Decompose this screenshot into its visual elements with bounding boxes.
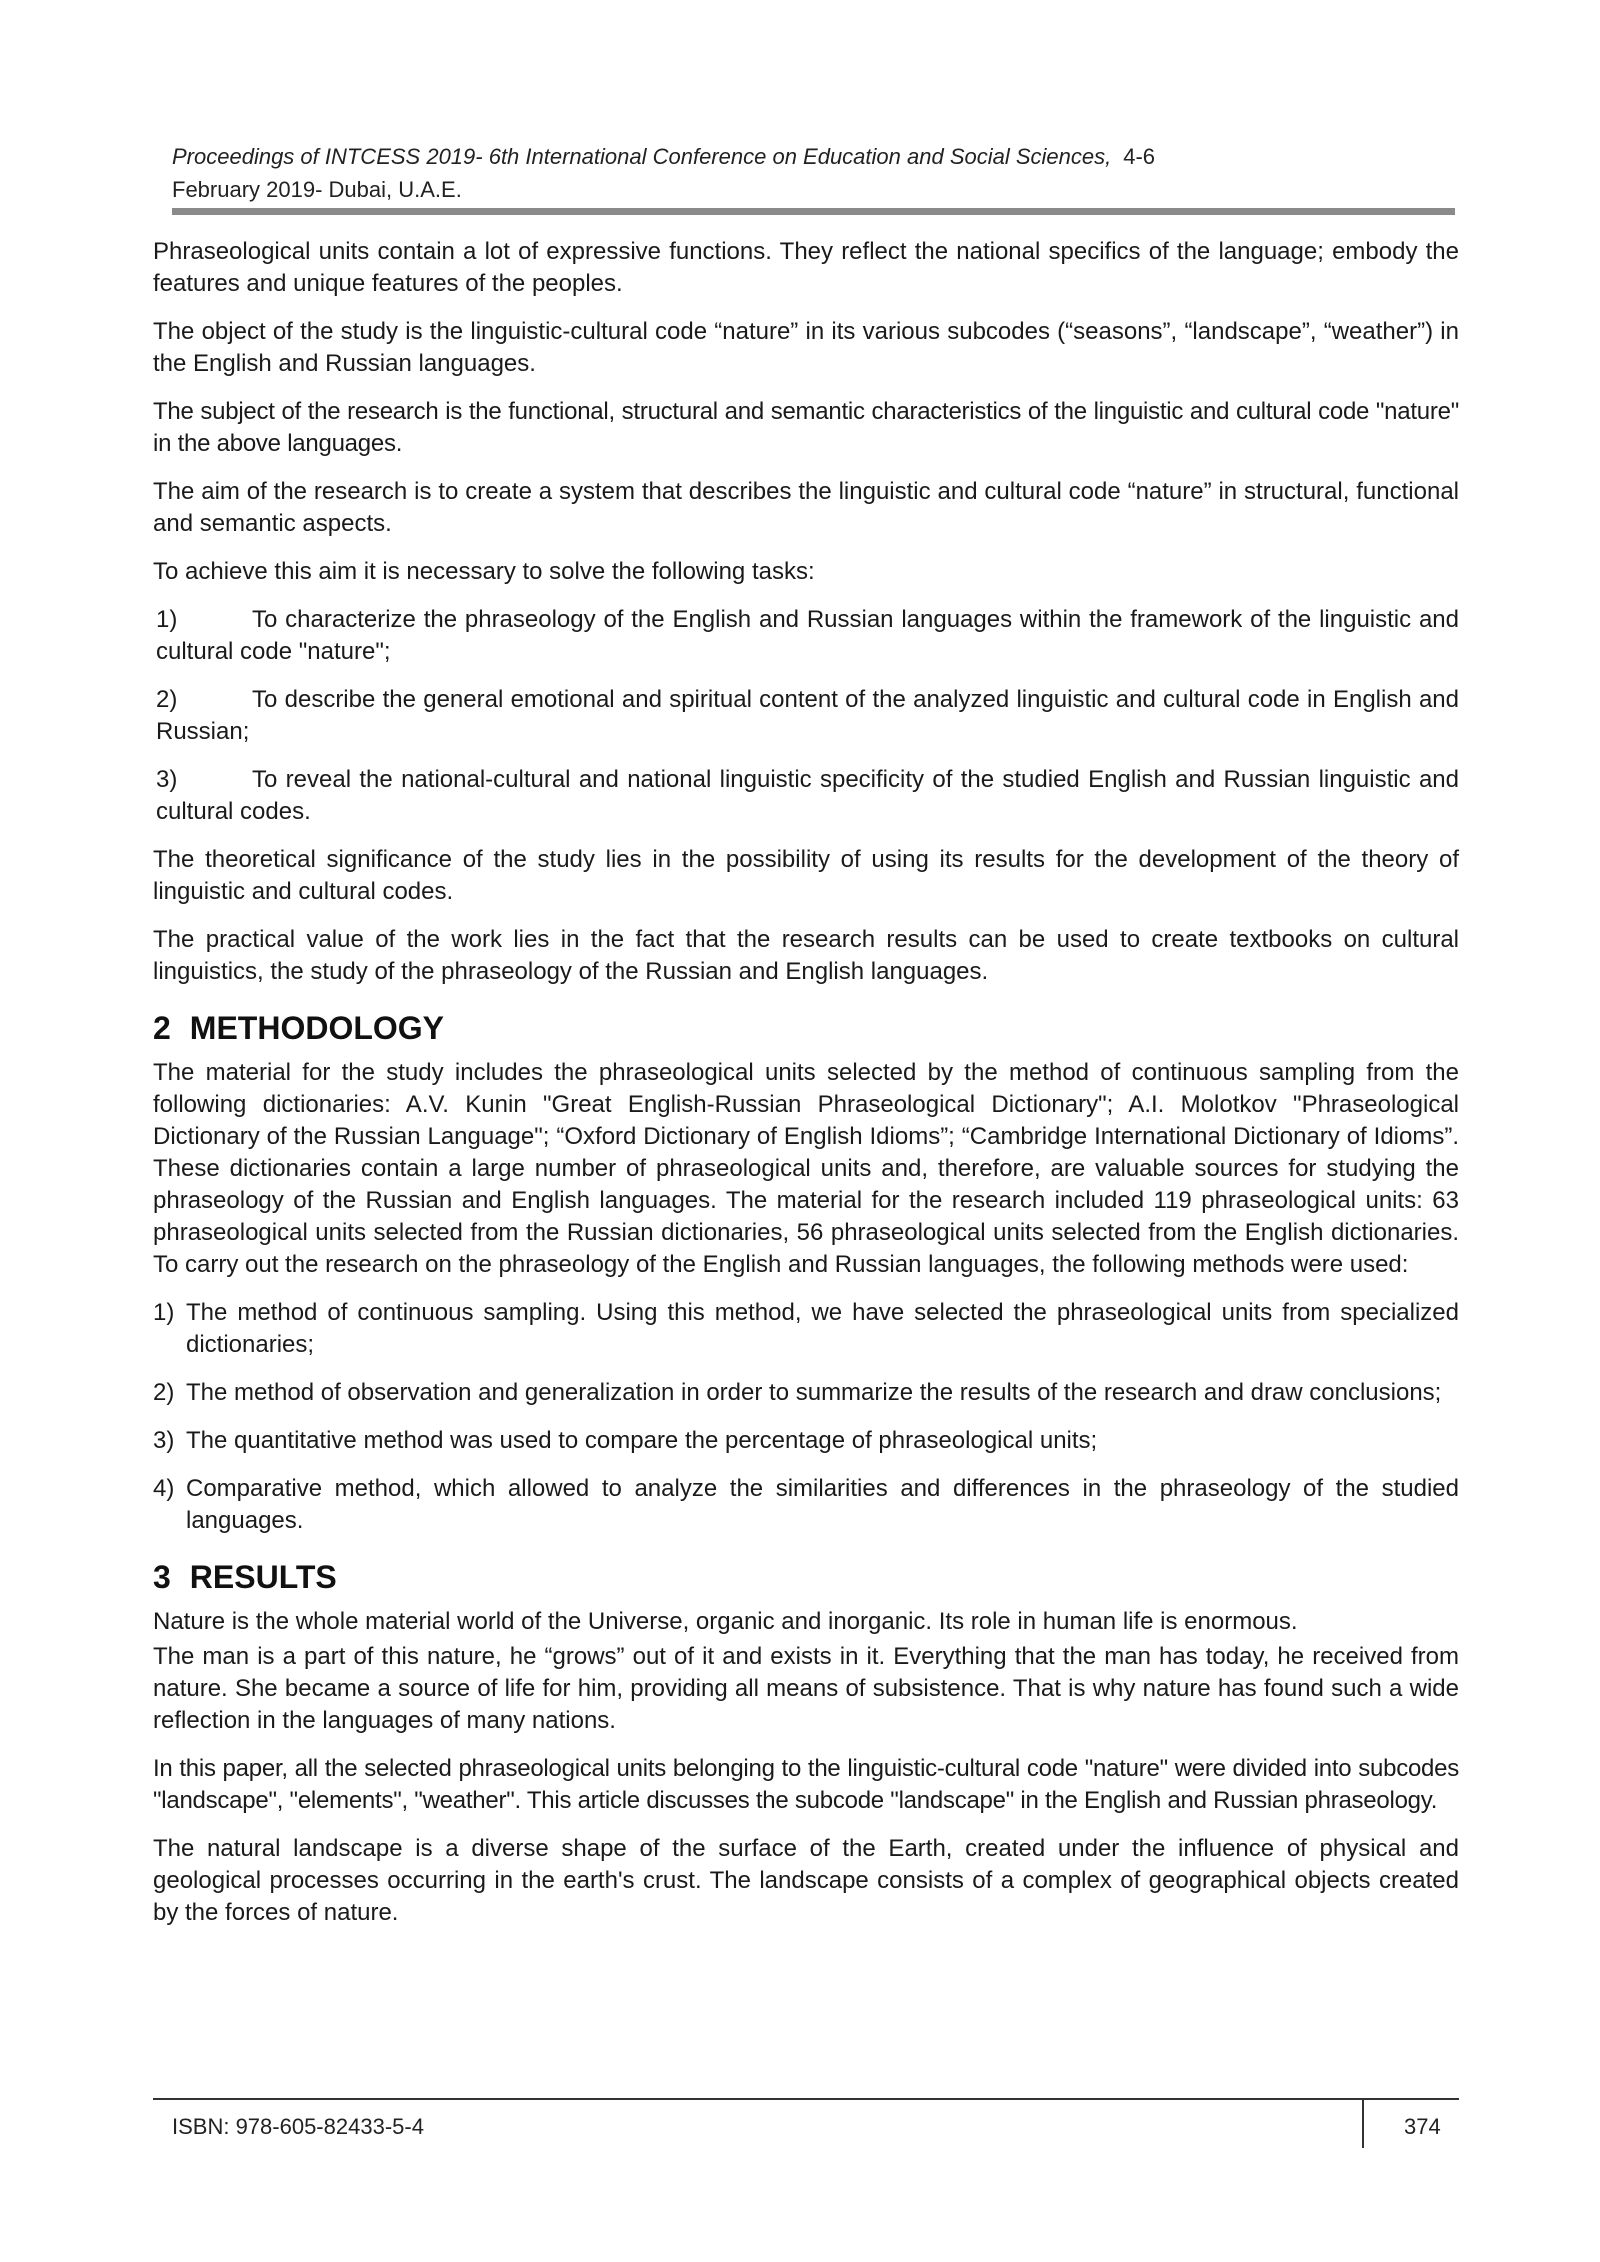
page-body <box>153 236 1459 1945</box>
paragraph: Phraseological units contain a lot of expressive functions. They reflect the national specifics of the language; embody the features and unique features of the peoples. <box>153 238 1459 297</box>
method-list-item <box>153 1297 1459 1361</box>
conference-days: 4-6 <box>1123 144 1156 169</box>
paragraph: Nature is the whole material world of the Universe, organic and inorganic. Its role in human life is enormous. <box>153 1608 1298 1635</box>
task-number: 3) <box>156 766 178 793</box>
running-header <box>172 140 1455 206</box>
footer-isbn: ISBN: 978-605-82433-5-4 <box>172 2114 424 2139</box>
paragraph: The man is a part of this nature, he “grows” out of it and exists in it. Everything that the man has today, he received from nature. She became a source of life for him, providing all means of subsistence. That is why nature has found such a wide reflection in the languages of many nations. <box>153 1643 1459 1734</box>
task-text: To describe the general emotional and spiritual content of the analyzed linguistic and cultural code in English and Russian; <box>156 686 1459 745</box>
task-text: To reveal the national-cultural and national linguistic specificity of the studied English and Russian linguistic and cultural codes. <box>156 766 1459 825</box>
section-heading-methodology <box>153 1008 1459 1048</box>
method-text: The method of observation and generalization in order to summarize the results of the research and draw conclusions; <box>186 1379 1442 1406</box>
task-item <box>153 684 1459 748</box>
task-number: 1) <box>156 606 178 633</box>
section-title: METHODOLOGY <box>189 1010 445 1046</box>
conference-name: Proceedings of INTCESS 2019- 6th International Conference on Education and Social Sciences, <box>172 144 1112 169</box>
task-number: 2) <box>156 686 178 713</box>
section-title: RESULTS <box>189 1559 337 1595</box>
paragraph: The material for the study includes the phraseological units selected by the method of continuous sampling from the following dictionaries: A.V. Kunin "Great English-Russian Phraseological Dictionary"; A.I. Molotkov "Phraseological Dictionary of the Russian Language"; “Oxford Dictionary of English Idioms”; “Cambridge International Dictionary of Idioms”. These dictionaries contain a large number of phraseological units and, therefore, are valuable sources for studying the phraseology of the Russian and English languages. The material for the research included 119 phraseological units: 63 phraseological units selected from the Russian dictionaries, 56 phraseological units selected from the English dictionaries. To carry out the research on the phraseology of the English and Russian languages, the following methods were used: <box>153 1059 1459 1278</box>
section-number: 3 <box>153 1559 171 1595</box>
paragraph: The theoretical significance of the study lies in the possibility of using its results for the development of the theory of linguistic and cultural codes. <box>153 846 1459 905</box>
paragraph: The object of the study is the linguistic-cultural code “nature” in its various subcodes (“seasons”, “landscape”, “weather”) in the English and Russian languages. <box>153 318 1459 377</box>
method-number: 1) <box>153 1299 175 1326</box>
method-text: The quantitative method was used to compare the percentage of phraseological units; <box>186 1427 1098 1454</box>
paragraph: To achieve this aim it is necessary to solve the following tasks: <box>153 558 815 585</box>
task-text: To characterize the phraseology of the English and Russian languages within the framework of the linguistic and cultural code "nature"; <box>156 606 1459 665</box>
paragraph: The natural landscape is a diverse shape of the surface of the Earth, created under the influence of physical and geological processes occurring in the earth's crust. The landscape consists of a complex of geographical objects created by the forces of nature. <box>153 1835 1459 1926</box>
method-text: The method of continuous sampling. Using this method, we have selected the phraseological units from specialized dictionaries; <box>186 1299 1459 1358</box>
task-item <box>153 604 1459 668</box>
footer-divider <box>1362 2098 1364 2148</box>
paragraph: The practical value of the work lies in the fact that the research results can be used to create textbooks on cultural linguistics, the study of the phraseology of the Russian and English languages. <box>153 926 1459 985</box>
method-number: 3) <box>153 1427 175 1454</box>
footer-rule <box>153 2098 1459 2100</box>
section-heading-results <box>153 1557 1459 1597</box>
header-rule <box>172 208 1455 215</box>
paragraph: The subject of the research is the functional, structural and semantic characteristics of the linguistic and cultural code "nature" in the above languages. <box>153 398 1459 457</box>
paragraph: In this paper, all the selected phraseological units belonging to the linguistic-cultural code "nature" were divided into subcodes "landscape", "elements", "weather". This article discusses the subcode "landscape" in the English and Russian phraseology. <box>153 1755 1459 1814</box>
method-number: 2) <box>153 1379 175 1406</box>
method-text: Comparative method, which allowed to analyze the similarities and differences in the phraseology of the studied languages. <box>186 1475 1459 1534</box>
paragraph: The aim of the research is to create a system that describes the linguistic and cultural code “nature” in structural, functional and semantic aspects. <box>153 478 1459 537</box>
method-number: 4) <box>153 1475 175 1502</box>
method-list-item <box>153 1377 1459 1409</box>
conference-date-place: February 2019- Dubai, U.A.E. <box>172 177 462 202</box>
method-list-item <box>153 1425 1459 1457</box>
task-item <box>153 764 1459 828</box>
page-number: 374 <box>1404 2114 1441 2139</box>
method-list-item <box>153 1473 1459 1537</box>
section-number: 2 <box>153 1010 171 1046</box>
